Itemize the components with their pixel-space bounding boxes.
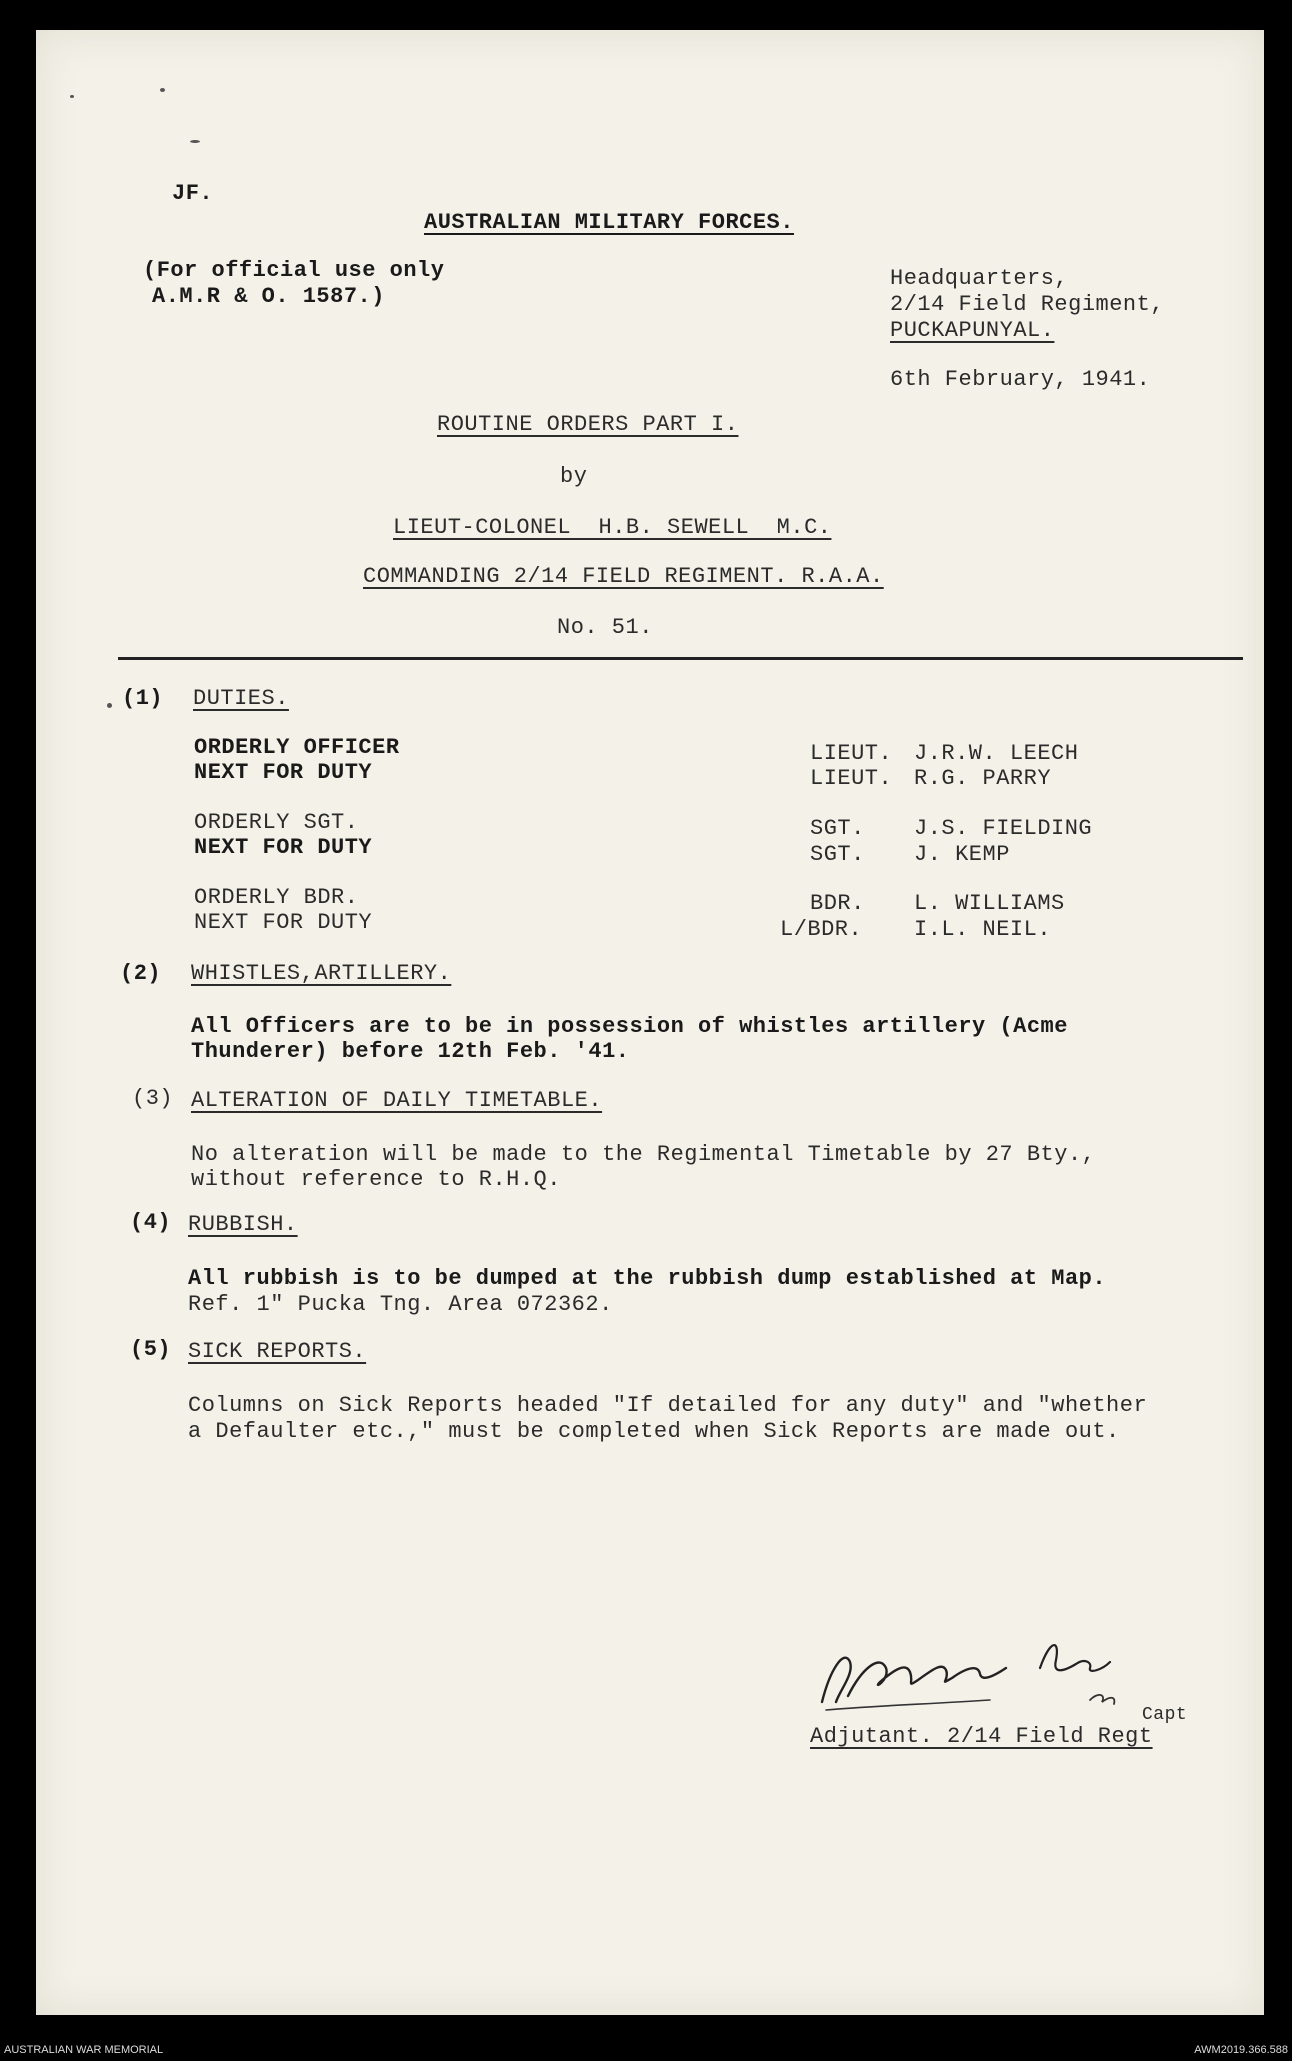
duty-role: ORDERLY OFFICER: [194, 735, 400, 760]
section-3-text-line2: without reference to R.H.Q.: [191, 1167, 561, 1192]
duty-rank: SGT.: [810, 816, 865, 841]
section-1-title: DUTIES.: [193, 686, 289, 711]
section-2-title: WHISTLES,ARTILLERY.: [191, 961, 452, 986]
section-5-number: (5): [130, 1337, 172, 1362]
document-date: 6th February, 1941.: [890, 367, 1151, 392]
duty-name: I.L. NEIL.: [914, 917, 1052, 942]
footer-accession: AWM2019.366.588: [1194, 2044, 1288, 2056]
divider-rule: [118, 657, 1243, 660]
section-4-number: (4): [130, 1210, 172, 1235]
section-4-text-line1: All rubbish is to be dumped at the rubbish dump established at Map.: [188, 1266, 1107, 1291]
section-3-title: ALTERATION OF DAILY TIMETABLE.: [191, 1088, 603, 1113]
duty-role: ORDERLY BDR.: [194, 885, 359, 910]
section-3-text-line1: No alteration will be made to the Regimental Timetable by 27 Bty.,: [191, 1142, 1096, 1167]
duty-rank: L/BDR.: [780, 917, 863, 942]
duty-name: J.S. FIELDING: [914, 816, 1093, 841]
section-2-text-line2: Thunderer) before 12th Feb. '41.: [191, 1039, 630, 1064]
ink-speck: [70, 95, 74, 98]
duty-name: J. KEMP: [914, 842, 1010, 867]
orders-heading: ROUTINE ORDERS PART I.: [437, 412, 739, 437]
order-number: No. 51.: [557, 615, 653, 640]
section-5-text-line2: a Defaulter etc.," must be completed when Sick Reports are made out.: [188, 1419, 1120, 1444]
document-title: AUSTRALIAN MILITARY FORCES.: [424, 210, 794, 235]
section-4-title: RUBBISH.: [188, 1212, 298, 1237]
duty-rank: LIEUT.: [810, 741, 893, 766]
headquarters-line1: Headquarters,: [890, 266, 1069, 291]
official-use-line1: (For official use only: [143, 258, 445, 283]
duty-role: ORDERLY SGT.: [194, 810, 359, 835]
duty-role: NEXT FOR DUTY: [194, 910, 373, 935]
ink-speck: [107, 703, 112, 708]
signatory-rank: Capt: [1142, 1705, 1188, 1725]
footer-institution: AUSTRALIAN WAR MEMORIAL: [4, 2044, 164, 2056]
section-5-title: SICK REPORTS.: [188, 1339, 367, 1364]
headquarters-line3: PUCKAPUNYAL.: [890, 318, 1055, 343]
duty-rank: LIEUT.: [810, 766, 893, 791]
section-3-number: (3): [132, 1086, 174, 1111]
section-5-text-line1: Columns on Sick Reports headed "If detailed for any duty" and "whether: [188, 1393, 1148, 1418]
duty-role: NEXT FOR DUTY: [194, 760, 373, 785]
duty-role: NEXT FOR DUTY: [194, 835, 373, 860]
duty-name: L. WILLIAMS: [914, 891, 1065, 916]
section-2-text-line1: All Officers are to be in possession of whistles artillery (Acme: [191, 1014, 1068, 1039]
duty-name: J.R.W. LEECH: [914, 741, 1079, 766]
duty-name: R.G. PARRY: [914, 766, 1052, 791]
issuer-line: LIEUT-COLONEL H.B. SEWELL M.C.: [393, 515, 832, 540]
command-line: COMMANDING 2/14 FIELD REGIMENT. R.A.A.: [363, 564, 884, 589]
duty-rank: BDR.: [810, 891, 865, 916]
section-2-number: (2): [120, 961, 162, 986]
ink-speck: [160, 88, 165, 92]
section-4-text-line2: Ref. 1" Pucka Tng. Area 072362.: [188, 1292, 613, 1317]
headquarters-line2: 2/14 Field Regiment,: [890, 292, 1165, 317]
ink-speck: [190, 140, 200, 143]
duty-rank: SGT.: [810, 842, 865, 867]
signature-block: Adjutant. 2/14 Field Regt: [810, 1724, 1153, 1749]
file-reference: JF.: [172, 181, 214, 206]
official-use-line2: A.M.R & O. 1587.): [152, 284, 385, 309]
by-line: by: [560, 464, 588, 489]
section-1-number: (1): [122, 686, 164, 711]
